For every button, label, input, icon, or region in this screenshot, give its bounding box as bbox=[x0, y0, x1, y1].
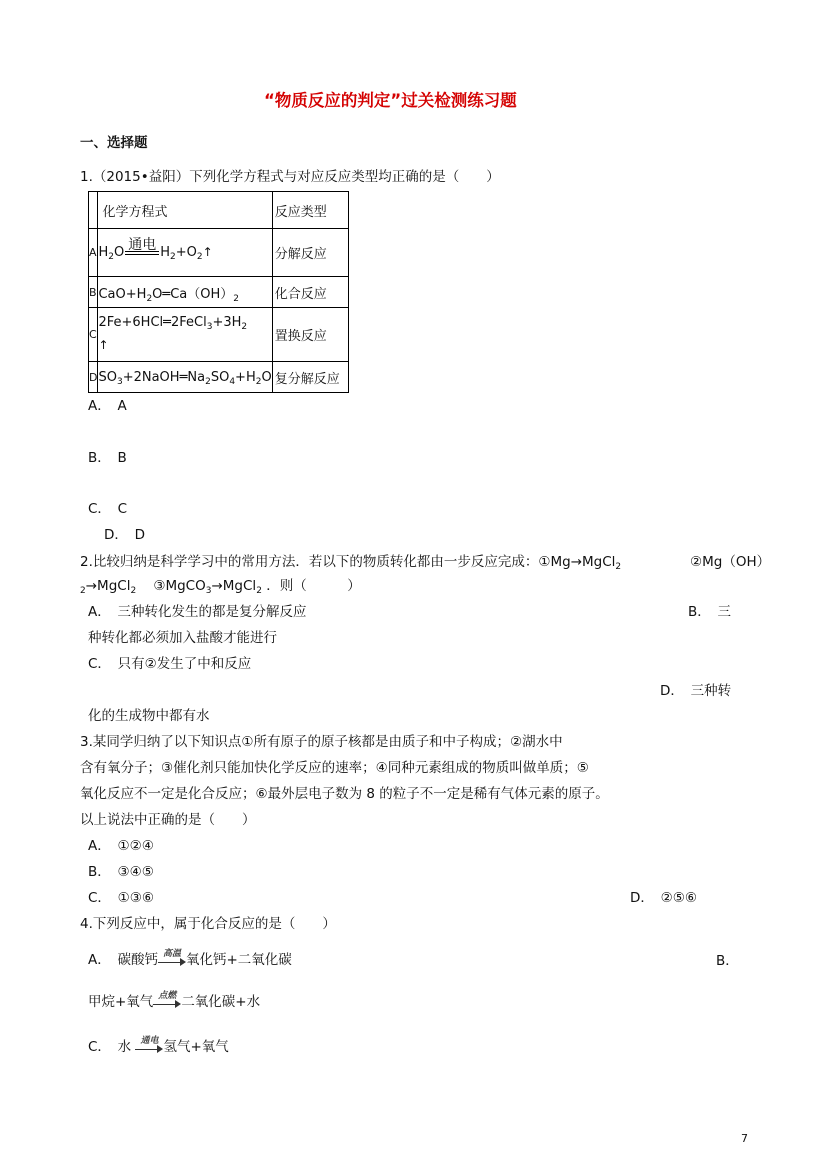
reaction-type: 置换反应 bbox=[272, 308, 348, 362]
q2-option-d[interactable]: D． 三种转 bbox=[660, 683, 732, 699]
q4-stem: 4.下列反应中，属于化合反应的是（ ） bbox=[80, 916, 336, 932]
condition-arrow: 点燃 bbox=[153, 995, 181, 1009]
q4-option-b[interactable]: B． bbox=[716, 953, 739, 969]
table-header-type: 反应类型 bbox=[272, 192, 348, 229]
row-letter: C bbox=[89, 308, 98, 362]
q1-option-a[interactable]: A． A bbox=[88, 398, 127, 414]
q3-option-d[interactable]: D． ②⑤⑥ bbox=[630, 890, 697, 906]
row-letter: B bbox=[89, 277, 98, 308]
q1-option-d[interactable]: D． D bbox=[104, 527, 146, 543]
q2-option-b-cont: 种转化都必须加入盐酸才能进行 bbox=[88, 630, 277, 646]
q1-stem: 1.（2015•益阳）下列化学方程式与对应反应类型均正确的是（ ） bbox=[80, 169, 500, 185]
q4-option-a[interactable]: A． 碳酸钙 高温 氧化钙+二氧化碳 bbox=[88, 949, 292, 968]
row-letter: D bbox=[89, 362, 98, 393]
row-letter: A bbox=[89, 229, 98, 277]
table-row bbox=[89, 277, 349, 308]
equation-c: $2Fe+6HCl═2FeCl_3+3H_2$ ↑ bbox=[98, 308, 272, 362]
q4-option-c[interactable]: C． 水 通电 氢气+氧气 bbox=[88, 1036, 229, 1055]
q3-option-c[interactable]: C． ①③⑥ bbox=[88, 890, 154, 906]
equation-d: $SO_3+2NaOH═Na_2SO_4+H_2O$ bbox=[98, 362, 272, 393]
q2-line2: $_2$→MgCl$_2$ ③MgCO$_3$→MgCl$_2$ ．则（ ） bbox=[80, 578, 361, 596]
q2-option-a[interactable]: A． 三种转化发生的都是复分解反应 bbox=[88, 604, 307, 620]
page-title: “物质反应的判定”过关检测练习题 bbox=[264, 91, 517, 110]
page-number: 7 bbox=[741, 1132, 748, 1145]
q2-line1-cont: ②Mg（OH） bbox=[690, 554, 771, 570]
q3-line3: 氧化反应不一定是化合反应；⑥最外层电子数为 8 的粒子不一定是稀有气体元素的原子。 bbox=[80, 786, 609, 802]
q1-option-b[interactable]: B． B bbox=[88, 450, 127, 466]
q3-line2: 含有氧分子；③催化剂只能加快化学反应的速率；④同种元素组成的物质叫做单质；⑤ bbox=[80, 760, 589, 776]
reaction-type: 分解反应 bbox=[272, 229, 348, 277]
section-heading: 一、选择题 bbox=[80, 135, 148, 151]
q1-option-c[interactable]: C． C bbox=[88, 501, 128, 517]
table-corner bbox=[89, 192, 98, 229]
q3-line1: 3.某同学归纳了以下知识点①所有原子的原子核都是由质子和中子构成；②湖水中 bbox=[80, 734, 563, 750]
table-row bbox=[89, 308, 349, 362]
q2-line1: 2.比较归纳是科学学习中的常用方法．若以下的物质转化都由一步反应完成：①Mg→MgCl$_2$ bbox=[80, 554, 622, 572]
q3-option-b[interactable]: B． ③④⑤ bbox=[88, 864, 154, 880]
q2-option-d-cont: 化的生成物中都有水 bbox=[88, 708, 210, 724]
condition-arrow: 通电 bbox=[135, 1040, 163, 1054]
equation-a: $H_2O$ 通电 $H_2+O_2↑$ bbox=[98, 229, 272, 277]
table-row bbox=[89, 362, 349, 393]
condition-arrow: 通电 bbox=[125, 248, 159, 258]
condition-arrow: 高温 bbox=[158, 953, 186, 967]
q3-option-a[interactable]: A． ①②④ bbox=[88, 838, 154, 854]
q4-option-b-cont: 甲烷+氧气 点燃 二氧化碳+水 bbox=[88, 991, 261, 1010]
q3-line4: 以上说法中正确的是（ ） bbox=[80, 812, 256, 828]
reaction-table bbox=[88, 191, 349, 393]
q2-option-c[interactable]: C． 只有②发生了中和反应 bbox=[88, 656, 252, 672]
table-row bbox=[89, 229, 349, 277]
q2-option-b[interactable]: B． 三 bbox=[688, 604, 732, 620]
reaction-type: 复分解反应 bbox=[272, 362, 348, 393]
table-header-equation: 化学方程式 bbox=[98, 192, 272, 229]
reaction-type: 化合反应 bbox=[272, 277, 348, 308]
equation-b: $CaO+H_2O═Ca(OH)_2$ bbox=[98, 277, 272, 308]
